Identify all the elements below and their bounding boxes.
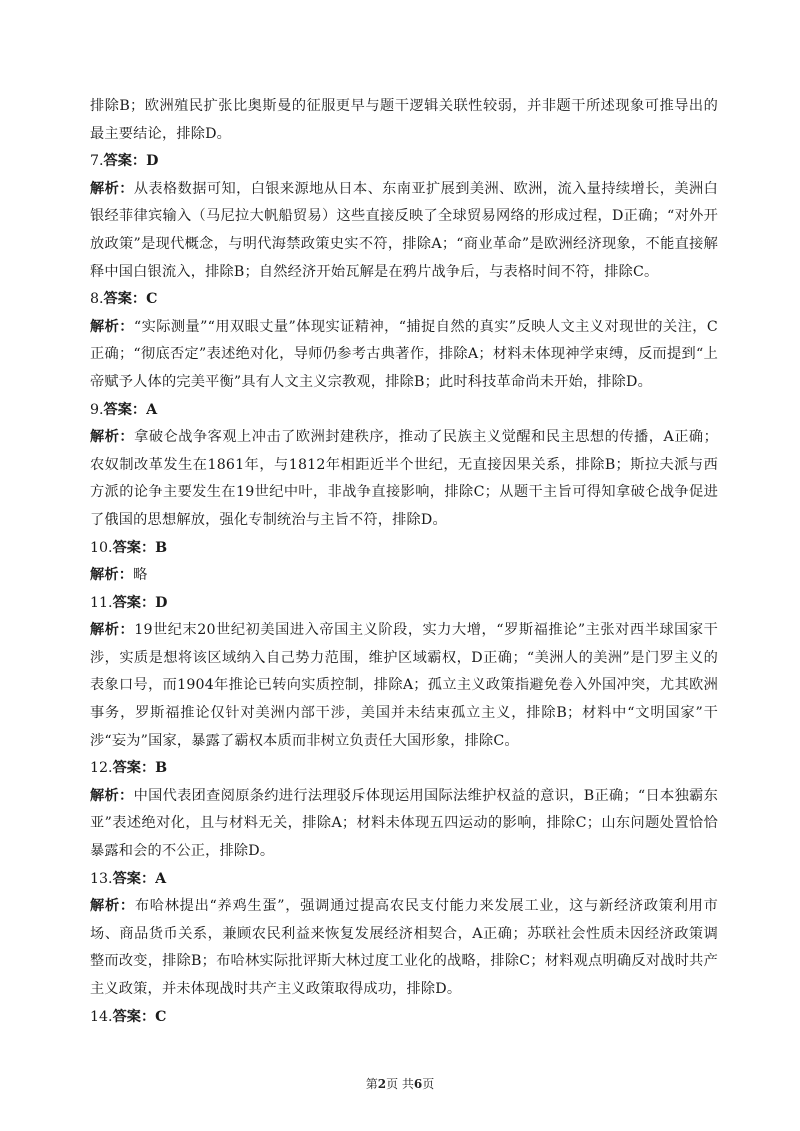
answer-line	[90, 286, 718, 314]
analysis-label: 解析：	[90, 429, 135, 446]
answer-line	[90, 397, 718, 425]
answer-label: 答案：	[103, 401, 147, 418]
analysis-label: 解析：	[90, 898, 135, 915]
answer-item	[90, 590, 718, 756]
analysis-label: 解析：	[90, 567, 134, 584]
analysis-label: 解析：	[90, 622, 135, 639]
question-number: 12.	[90, 760, 113, 777]
answer-line	[90, 590, 718, 618]
answer-line	[90, 866, 718, 894]
answer-value: B	[155, 539, 168, 556]
footer-suffix: 页	[422, 1077, 435, 1091]
question-number: 14.	[90, 1008, 113, 1025]
footer-mid: 页 共	[386, 1077, 414, 1091]
document-body	[90, 93, 718, 1031]
question-number: 10.	[90, 539, 113, 556]
page-footer	[0, 1075, 800, 1092]
answer-item	[90, 148, 718, 286]
analysis-paragraph	[90, 314, 718, 397]
analysis-paragraph	[90, 893, 718, 1003]
answer-value: A	[146, 401, 158, 418]
question-number: 11.	[90, 594, 113, 611]
analysis-text: 从表格数据可知，白银来源地从日本、东南亚扩展到美洲、欧洲，流入量持续增长，美洲白银经菲律宾输入（马尼拉大帆船贸易）这些直接反映了全球贸易网络的形成过程，D正确；“对外开放政策”是现代概念，与明代海禁政策史实不符，排除A；“商业革命”是欧洲经济现象，不能直接解释中国白银流入，排除B；自然经济开始瓦解是在鸦片战争后，与表格时间不符，排除C。	[90, 180, 718, 280]
answer-value: A	[155, 870, 167, 887]
answer-line	[90, 1004, 718, 1032]
analysis-text: 拿破仑战争客观上冲击了欧洲封建秩序，推动了民族主义觉醒和民主思想的传播，A正确；农奴制改革发生在1861年，与1812年相距近半个世纪，无直接因果关系，排除B；斯拉夫派与西方派的论争主要发生在19世纪中叶，非战争直接影响，排除C；从题干主旨可得知拿破仑战争促进了俄国的思想解放，强化专制统治与主旨不符，排除D。	[90, 429, 719, 528]
answer-label: 答案：	[112, 539, 156, 556]
analysis-paragraph	[90, 783, 718, 866]
answer-value: C	[146, 291, 158, 308]
question-number: 9.	[90, 401, 104, 418]
analysis-text: “实际测量”“用双眼丈量”体现实证精神，“捕捉自然的真实”反映人文主义对现世的关注，C正确；“彻底否定”表述绝对化，导师仍参考古典著作，排除A；材料未体现神学束缚，反而提到“上帝赋予人体的完美平衡”具有人文主义宗教观，排除B；此时科技革命尚未开始，排除D。	[90, 318, 718, 390]
answer-item	[90, 1004, 718, 1032]
answer-label: 答案：	[103, 291, 147, 308]
footer-total-pages: 6	[413, 1077, 423, 1091]
answer-line	[90, 148, 718, 176]
answer-value: C	[155, 1008, 167, 1025]
answer-item	[90, 397, 718, 535]
answer-line	[90, 535, 718, 563]
answer-item	[90, 866, 718, 1004]
footer-page-number: 2	[377, 1077, 387, 1091]
analysis-paragraph	[90, 562, 718, 590]
answer-label: 答案：	[112, 594, 156, 611]
analysis-paragraph	[90, 424, 718, 534]
analysis-label: 解析：	[90, 180, 134, 197]
analysis-label: 解析：	[90, 318, 134, 335]
analysis-text: 中国代表团查阅原条约进行法理驳斥体现运用国际法维护权益的意识，B正确；“日本独霸东亚”表述绝对化，且与材料无关，排除A；材料未体现五四运动的影响，排除C；山东问题处置恰恰暴露和会的不公正，排除D。	[90, 787, 718, 860]
answer-item	[90, 755, 718, 865]
answer-item	[90, 535, 718, 590]
analysis-text: 略	[133, 567, 148, 584]
answer-label: 答案：	[112, 870, 156, 887]
answer-line	[90, 755, 718, 783]
answer-label: 答案：	[112, 1008, 156, 1025]
answer-value: D	[155, 594, 168, 611]
answer-list	[90, 148, 718, 1031]
analysis-paragraph	[90, 176, 718, 286]
analysis-label: 解析：	[90, 787, 134, 804]
footer-prefix: 第	[365, 1077, 378, 1091]
answer-value: B	[155, 760, 168, 777]
answer-value: D	[146, 153, 159, 170]
analysis-paragraph	[90, 617, 718, 755]
question-number: 7.	[90, 153, 104, 170]
question-number: 8.	[90, 291, 104, 308]
answer-label: 答案：	[112, 760, 156, 777]
question-number: 13.	[90, 870, 113, 887]
analysis-text: 布哈林提出“养鸡生蛋”，强调通过提高农民支付能力来发展工业，这与新经济政策利用市场、商品货币关系，兼顾农民利益来恢复发展经济相契合，A正确；苏联社会性质未因经济政策调整而改变，排除B；布哈林实际批评斯大林过度工业化的战略，排除C；材料观点明确反对战时共产主义政策，并未体现战时共产主义政策取得成功，排除D。	[90, 898, 718, 997]
intro-paragraph: 排除B；欧洲殖民扩张比奥斯曼的征服更早与题干逻辑关联性较弱，并非题干所述现象可推导出的最主要结论，排除D。	[90, 98, 718, 142]
answer-item	[90, 286, 718, 396]
answer-label: 答案：	[103, 153, 147, 170]
analysis-text: 19世纪末20世纪初美国进入帝国主义阶段，实力大增，“罗斯福推论”主张对西半球国家干涉，实质是想将该区域纳入自己势力范围，维护区域霸权，D正确；“美洲人的美洲”是门罗主义的表象口号，而1904年推论已转向实质控制，排除A；孤立主义政策指避免卷入外国冲突，尤其欧洲事务，罗斯福推论仅针对美洲内部干涉，美国并未结束孤立主义，排除B；材料中“文明国家”干涉“妄为”国家，暴露了霸权本质而非树立负责任大国形象，排除C。	[90, 622, 719, 749]
